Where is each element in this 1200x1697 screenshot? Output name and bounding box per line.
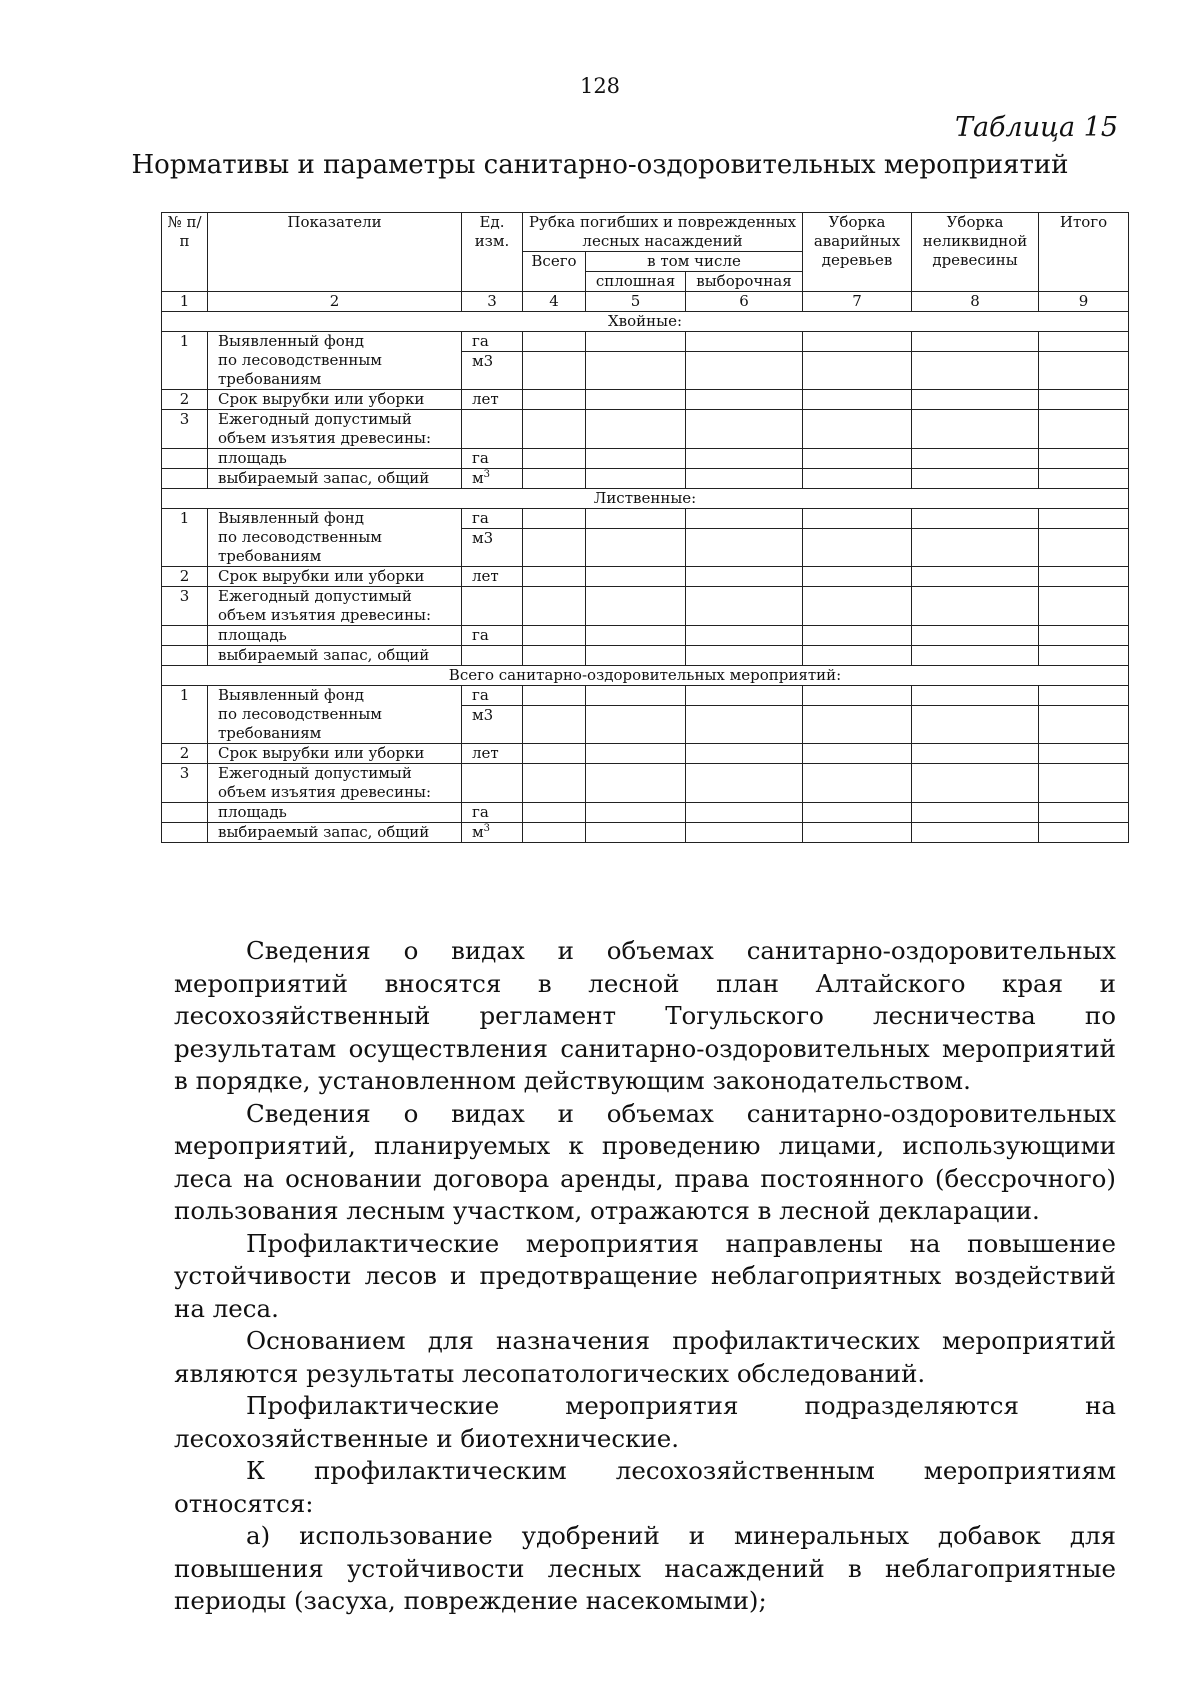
- value-cell: [803, 686, 912, 706]
- unit-cell: лет: [462, 744, 523, 764]
- value-cell: [803, 823, 912, 843]
- value-cell: [912, 469, 1039, 489]
- value-cell: [586, 352, 686, 390]
- indicator-line: Выявленный фонд: [218, 332, 364, 350]
- indicator-cell: [208, 509, 462, 567]
- value-cell: [586, 646, 686, 666]
- value-cell: [803, 587, 912, 626]
- header-including: в том числе: [586, 252, 803, 272]
- value-cell: [803, 469, 912, 489]
- value-cell: [523, 390, 586, 410]
- row-number: [162, 626, 208, 646]
- value-cell: [912, 686, 1039, 706]
- value-cell: [586, 567, 686, 587]
- table-row: [162, 646, 1129, 666]
- row-number: 2: [162, 567, 208, 587]
- unit-cell: га: [462, 803, 523, 823]
- value-cell: [686, 449, 803, 469]
- value-cell: [686, 587, 803, 626]
- value-cell: [1039, 449, 1129, 469]
- unit-cell: га: [462, 332, 523, 352]
- value-cell: [686, 706, 803, 744]
- value-cell: [523, 469, 586, 489]
- value-cell: [586, 744, 686, 764]
- unit-cell: [462, 646, 523, 666]
- header-total: Всего: [523, 252, 586, 292]
- value-cell: [803, 626, 912, 646]
- value-cell: [523, 626, 586, 646]
- value-cell: [523, 764, 586, 803]
- unit-exponent: 3: [483, 469, 491, 480]
- value-cell: [686, 646, 803, 666]
- value-cell: [912, 823, 1039, 843]
- column-number: 1: [162, 292, 208, 312]
- value-cell: [586, 469, 686, 489]
- value-cell: [686, 567, 803, 587]
- section-header-row: [162, 666, 1129, 686]
- unit-text: м: [472, 823, 484, 841]
- column-number: 5: [586, 292, 686, 312]
- row-number: 3: [162, 764, 208, 803]
- value-cell: [686, 390, 803, 410]
- unit-cell: м3: [462, 352, 523, 390]
- value-cell: [1039, 529, 1129, 567]
- indicator-line: Ежегодный допустимый: [218, 410, 412, 428]
- row-number: [162, 646, 208, 666]
- value-cell: [523, 567, 586, 587]
- indicator-cell: выбираемый запас, общий: [208, 646, 462, 666]
- value-cell: [523, 744, 586, 764]
- value-cell: [912, 744, 1039, 764]
- table-row: [162, 449, 1129, 469]
- indicator-line: объем изъятия древесины:: [218, 783, 432, 801]
- value-cell: [586, 449, 686, 469]
- paragraph: Профилактические мероприятия направлены на повышение устойчивости лесов и предотвращение неблагоприятных воздействий на леса.: [174, 1228, 1116, 1323]
- indicator-cell: выбираемый запас, общий: [208, 823, 462, 843]
- value-cell: [586, 803, 686, 823]
- value-cell: [686, 410, 803, 449]
- paragraph: Основанием для назначения профилактических мероприятий являются результаты лесопатологических обследований.: [174, 1326, 1116, 1388]
- unit-cell: м3: [462, 529, 523, 567]
- column-number: 9: [1039, 292, 1129, 312]
- value-cell: [1039, 626, 1129, 646]
- value-cell: [686, 686, 803, 706]
- header-emergency: Уборка аварийных деревьев: [803, 213, 912, 292]
- value-cell: [803, 352, 912, 390]
- value-cell: [586, 509, 686, 529]
- value-cell: [803, 567, 912, 587]
- value-cell: [803, 449, 912, 469]
- value-cell: [912, 449, 1039, 469]
- indicator-cell: Срок вырубки или уборки: [208, 390, 462, 410]
- section-header-row: [162, 489, 1129, 509]
- indicator-line: объем изъятия древесины:: [218, 606, 432, 624]
- value-cell: [686, 744, 803, 764]
- column-number: 8: [912, 292, 1039, 312]
- table-label: Таблица 15: [954, 112, 1118, 143]
- indicator-cell: Срок вырубки или уборки: [208, 744, 462, 764]
- table-row: [162, 390, 1129, 410]
- indicator-cell: [208, 686, 462, 744]
- value-cell: [1039, 744, 1129, 764]
- indicator-cell: [208, 764, 462, 803]
- indicator-line: Выявленный фонд: [218, 509, 364, 527]
- value-cell: [912, 706, 1039, 744]
- value-cell: [523, 509, 586, 529]
- unit-cell: га: [462, 626, 523, 646]
- value-cell: [523, 332, 586, 352]
- value-cell: [1039, 332, 1129, 352]
- value-cell: [1039, 587, 1129, 626]
- header-unit: Ед. изм.: [462, 213, 523, 292]
- column-number: 3: [462, 292, 523, 312]
- value-cell: [803, 706, 912, 744]
- indicator-cell: площадь: [208, 803, 462, 823]
- indicator-line: требованиям: [218, 724, 322, 742]
- value-cell: [912, 587, 1039, 626]
- value-cell: [586, 626, 686, 646]
- value-cell: [586, 686, 686, 706]
- indicator-line: требованиям: [218, 547, 322, 565]
- unit-cell: м3: [462, 706, 523, 744]
- indicator-line: объем изъятия древесины:: [218, 429, 432, 447]
- norms-table: [161, 212, 1129, 843]
- value-cell: [912, 529, 1039, 567]
- table-row: [162, 764, 1129, 803]
- column-number: 2: [208, 292, 462, 312]
- header-selective: выборочная: [686, 272, 803, 292]
- value-cell: [1039, 764, 1129, 803]
- value-cell: [523, 410, 586, 449]
- value-cell: [1039, 469, 1129, 489]
- table-row: [162, 626, 1129, 646]
- unit-exponent: 3: [483, 823, 491, 834]
- value-cell: [586, 706, 686, 744]
- value-cell: [586, 529, 686, 567]
- row-number: 2: [162, 390, 208, 410]
- indicator-line: по лесоводственным: [218, 528, 382, 546]
- paragraph: Сведения о видах и объемах санитарно-оздоровительных мероприятий, планируемых к проведению лицами, использующими леса на основании договора аренды, права постоянного (бессрочного) пользования лесным участком, отражаются в лесной декларации.: [174, 1098, 1116, 1225]
- row-number: 3: [162, 410, 208, 449]
- value-cell: [912, 803, 1039, 823]
- value-cell: [523, 686, 586, 706]
- value-cell: [803, 803, 912, 823]
- table-row: [162, 410, 1129, 449]
- row-number: 3: [162, 587, 208, 626]
- value-cell: [686, 509, 803, 529]
- value-cell: [586, 587, 686, 626]
- table-row: [162, 469, 1129, 489]
- header-indicators: Показатели: [208, 213, 462, 292]
- value-cell: [523, 706, 586, 744]
- indicator-line: Выявленный фонд: [218, 686, 364, 704]
- column-number: 6: [686, 292, 803, 312]
- value-cell: [803, 744, 912, 764]
- unit-cell: [462, 823, 523, 843]
- indicator-line: по лесоводственным: [218, 351, 382, 369]
- value-cell: [1039, 509, 1129, 529]
- table-row: [162, 803, 1129, 823]
- value-cell: [803, 509, 912, 529]
- table-row: [162, 744, 1129, 764]
- header-felling: Рубка погибших и поврежденных лесных насаждений: [523, 213, 803, 252]
- indicator-line: требованиям: [218, 370, 322, 388]
- value-cell: [523, 449, 586, 469]
- unit-text: м: [472, 469, 484, 487]
- paragraph: а) использование удобрений и минеральных добавок для повышения устойчивости лесных насаждений в неблагоприятные периоды (засуха, повреждение насекомыми);: [174, 1521, 1116, 1615]
- table-row: [162, 509, 1129, 529]
- indicator-cell: [208, 410, 462, 449]
- value-cell: [912, 626, 1039, 646]
- value-cell: [803, 529, 912, 567]
- table-row: [162, 823, 1129, 843]
- unit-cell: [462, 587, 523, 626]
- value-cell: [912, 646, 1039, 666]
- header-num: № п/п: [162, 213, 208, 292]
- value-cell: [523, 646, 586, 666]
- value-cell: [523, 529, 586, 567]
- value-cell: [586, 332, 686, 352]
- value-cell: [523, 823, 586, 843]
- value-cell: [523, 352, 586, 390]
- value-cell: [686, 332, 803, 352]
- column-number: 4: [523, 292, 586, 312]
- value-cell: [686, 803, 803, 823]
- value-cell: [912, 567, 1039, 587]
- value-cell: [1039, 706, 1129, 744]
- header-illiquid: Уборка неликвидной древесины: [912, 213, 1039, 292]
- value-cell: [803, 390, 912, 410]
- value-cell: [912, 509, 1039, 529]
- unit-cell: га: [462, 449, 523, 469]
- value-cell: [1039, 390, 1129, 410]
- row-number: 1: [162, 686, 208, 744]
- value-cell: [686, 823, 803, 843]
- row-number: [162, 449, 208, 469]
- value-cell: [1039, 352, 1129, 390]
- unit-cell: лет: [462, 567, 523, 587]
- value-cell: [1039, 567, 1129, 587]
- value-cell: [803, 332, 912, 352]
- row-number: 1: [162, 332, 208, 390]
- section-title: Лиственные:: [162, 489, 1129, 509]
- value-cell: [686, 764, 803, 803]
- value-cell: [686, 469, 803, 489]
- value-cell: [1039, 410, 1129, 449]
- value-cell: [686, 352, 803, 390]
- indicator-cell: [208, 587, 462, 626]
- value-cell: [912, 764, 1039, 803]
- column-numbers-row: [162, 292, 1129, 312]
- value-cell: [586, 390, 686, 410]
- section-title: Всего санитарно-оздоровительных мероприятий:: [162, 666, 1129, 686]
- table-row: [162, 587, 1129, 626]
- value-cell: [912, 410, 1039, 449]
- value-cell: [1039, 646, 1129, 666]
- row-number: [162, 823, 208, 843]
- value-cell: [912, 352, 1039, 390]
- value-cell: [912, 390, 1039, 410]
- value-cell: [686, 529, 803, 567]
- value-cell: [586, 823, 686, 843]
- row-number: [162, 803, 208, 823]
- indicator-cell: Срок вырубки или уборки: [208, 567, 462, 587]
- value-cell: [523, 803, 586, 823]
- body-text: [174, 935, 1116, 1618]
- table-row: [162, 332, 1129, 352]
- value-cell: [912, 332, 1039, 352]
- row-number: 2: [162, 744, 208, 764]
- table-row: [162, 686, 1129, 706]
- value-cell: [523, 587, 586, 626]
- paragraph: Сведения о видах и объемах санитарно-оздоровительных мероприятий вносятся в лесной план Алтайского края и лесохозяйственный регламент Тогульского лесничества по результатам осуществления санитарно-оздоровительных мероприятий в порядке, установленном действующим законодательством.: [174, 936, 1116, 1095]
- value-cell: [803, 764, 912, 803]
- indicator-cell: площадь: [208, 449, 462, 469]
- unit-cell: [462, 469, 523, 489]
- value-cell: [686, 626, 803, 646]
- section-header-row: [162, 312, 1129, 332]
- paragraph: Профилактические мероприятия подразделяются на лесохозяйственные и биотехнические.: [174, 1391, 1116, 1453]
- unit-cell: га: [462, 509, 523, 529]
- section-title: Хвойные:: [162, 312, 1129, 332]
- row-number: 1: [162, 509, 208, 567]
- value-cell: [803, 410, 912, 449]
- unit-cell: [462, 764, 523, 803]
- indicator-cell: площадь: [208, 626, 462, 646]
- page-number: 128: [579, 74, 621, 98]
- row-number: [162, 469, 208, 489]
- indicator-cell: выбираемый запас, общий: [208, 469, 462, 489]
- indicator-line: Ежегодный допустимый: [218, 764, 412, 782]
- value-cell: [1039, 686, 1129, 706]
- table-row: [162, 567, 1129, 587]
- value-cell: [586, 764, 686, 803]
- indicator-line: Ежегодный допустимый: [218, 587, 412, 605]
- column-number: 7: [803, 292, 912, 312]
- unit-cell: га: [462, 686, 523, 706]
- unit-cell: [462, 410, 523, 449]
- value-cell: [1039, 803, 1129, 823]
- paragraph: К профилактическим лесохозяйственным мероприятиям относятся:: [174, 1456, 1116, 1518]
- indicator-cell: [208, 332, 462, 390]
- value-cell: [586, 410, 686, 449]
- table-title: Нормативы и параметры санитарно-оздоровительных мероприятий: [131, 150, 1069, 180]
- header-result: Итого: [1039, 213, 1129, 292]
- value-cell: [803, 646, 912, 666]
- unit-cell: лет: [462, 390, 523, 410]
- value-cell: [1039, 823, 1129, 843]
- header-clear: сплошная: [586, 272, 686, 292]
- indicator-line: по лесоводственным: [218, 705, 382, 723]
